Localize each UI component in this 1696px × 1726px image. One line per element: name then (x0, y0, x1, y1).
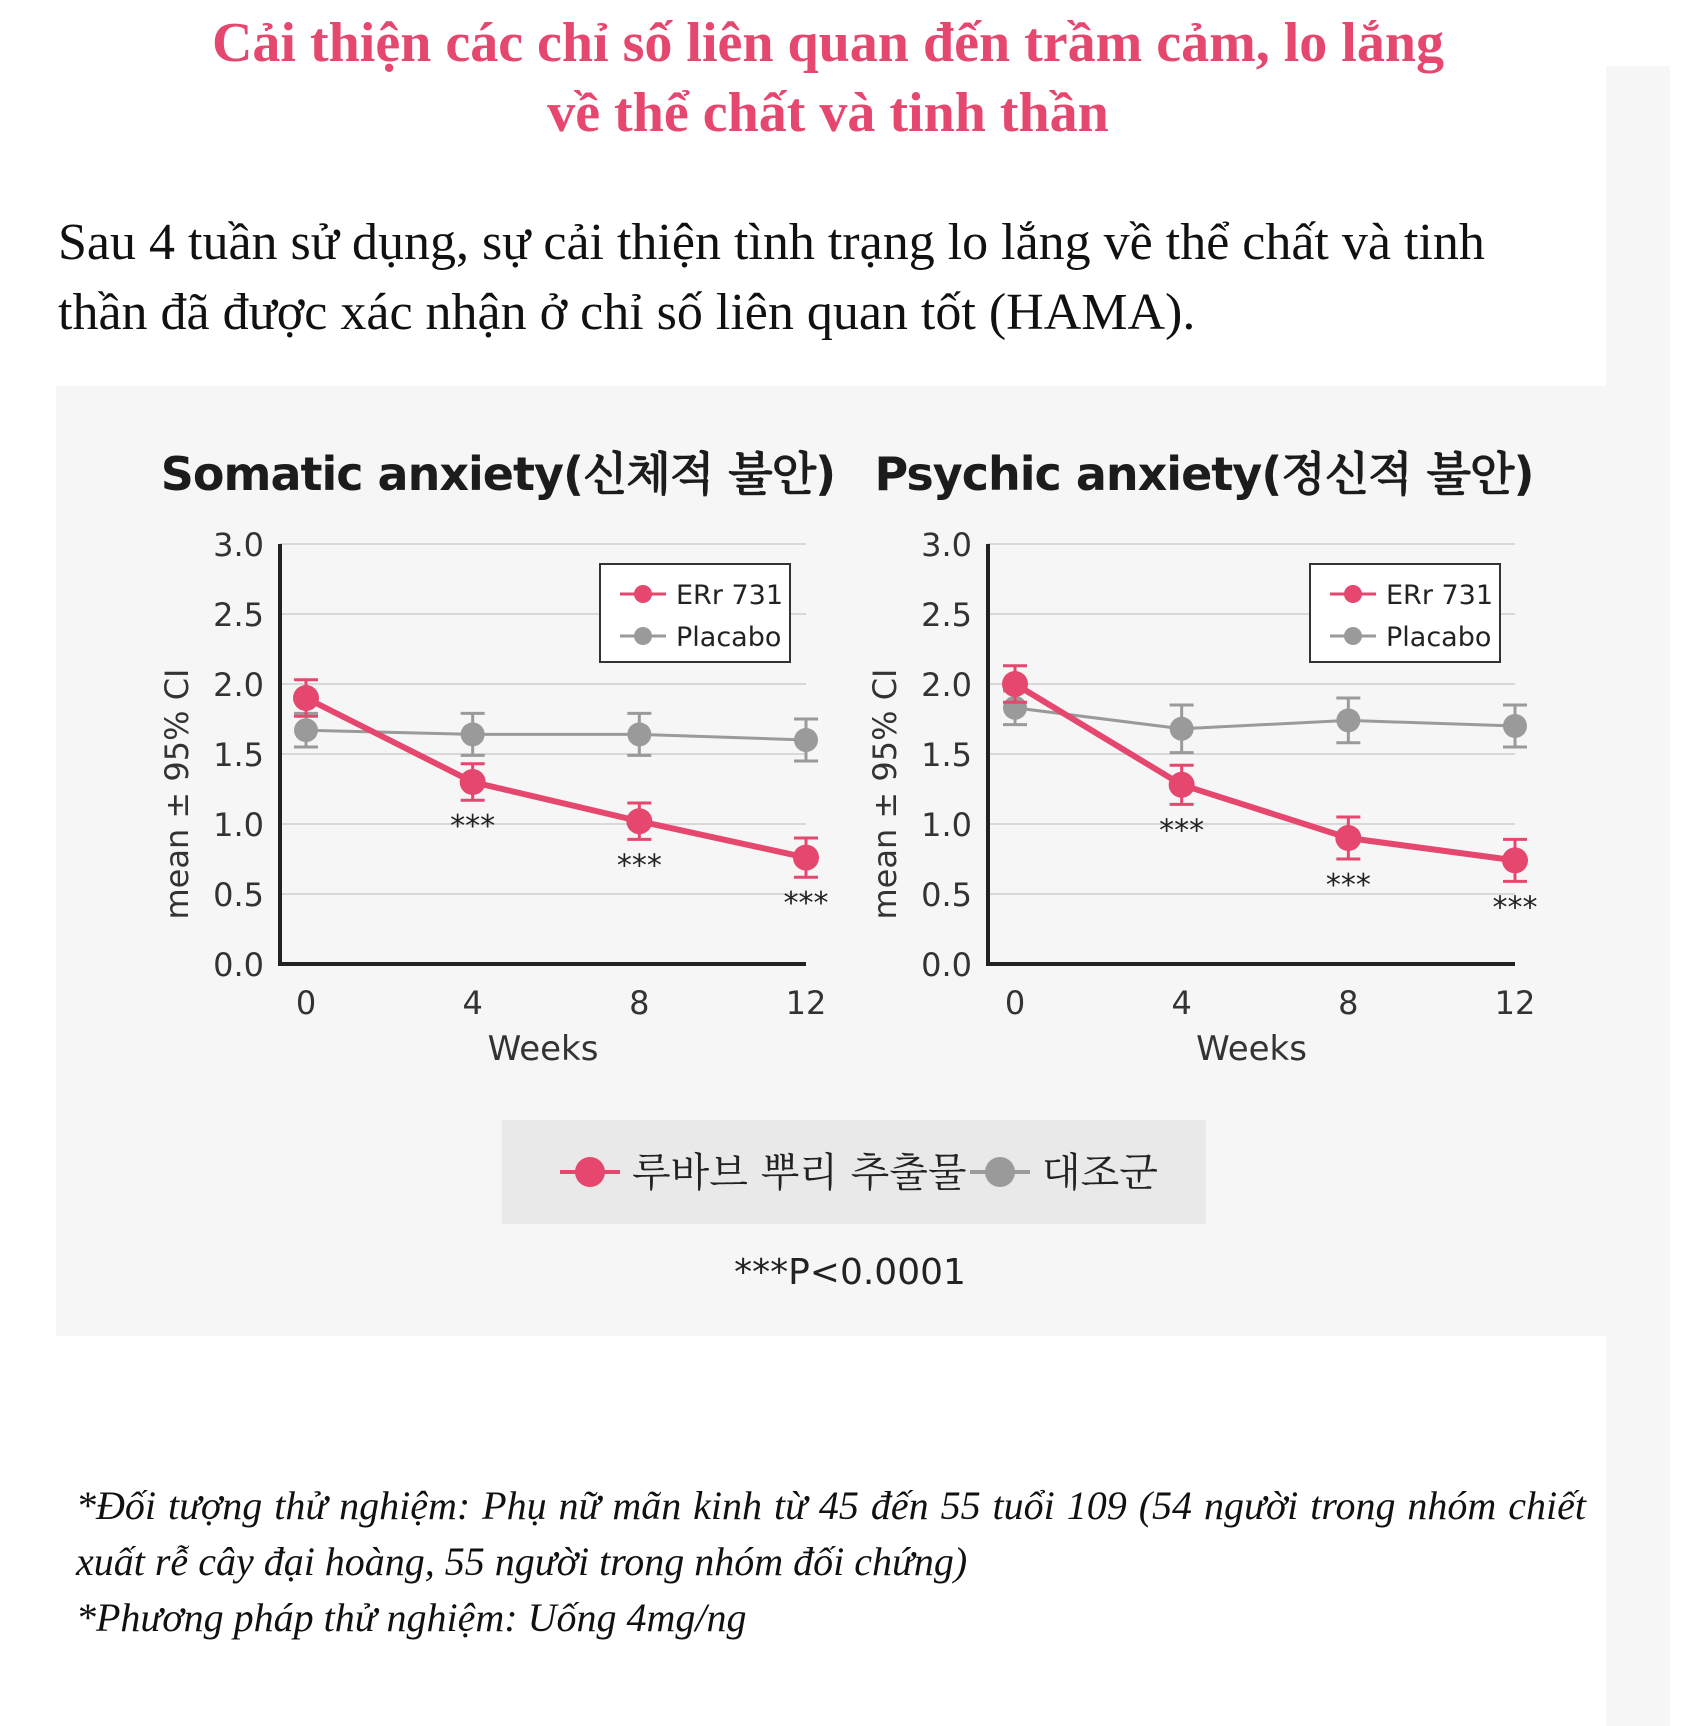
chart-2 (866, 447, 1538, 1069)
data-point-placebo (461, 722, 485, 746)
y-tick-label: 2.5 (213, 596, 264, 634)
y-axis-label: mean ± 95% CI (866, 668, 904, 920)
data-point-err (460, 769, 486, 795)
data-point-placebo (1503, 714, 1527, 738)
y-tick-label: 1.0 (213, 806, 264, 844)
data-point-err (793, 845, 819, 871)
shared-legend-label-placebo: 대조군 (1042, 1150, 1158, 1196)
legend-label: Placabo (676, 622, 782, 653)
data-point-placebo (1170, 717, 1194, 741)
legend-marker (634, 585, 652, 603)
y-tick-label: 2.0 (213, 666, 264, 704)
y-tick-label: 0.0 (921, 946, 972, 984)
legend-marker (1344, 627, 1362, 645)
legend-marker (634, 627, 652, 645)
x-tick-label: 4 (1171, 984, 1192, 1022)
y-tick-label: 2.0 (921, 666, 972, 704)
legend-marker (1344, 585, 1362, 603)
data-point-err (626, 808, 652, 834)
footnote-method: *Phương pháp thử nghiệm: Uống 4mg/ng (76, 1595, 747, 1640)
pvalue-note: ***P<0.0001 (734, 1252, 966, 1293)
data-point-err (1502, 847, 1528, 873)
chart-title: Somatic anxiety(신체적 불안) (160, 447, 836, 501)
chart-1 (158, 447, 835, 1069)
significance-label: *** (1492, 890, 1538, 926)
series-line-err (1015, 684, 1515, 860)
x-tick-label: 8 (629, 984, 650, 1022)
data-point-err (293, 685, 319, 711)
x-tick-label: 12 (1494, 984, 1536, 1022)
x-axis-label: Weeks (1196, 1029, 1307, 1069)
data-point-err (1002, 671, 1028, 697)
series-line-err (306, 698, 806, 858)
x-tick-label: 0 (1004, 984, 1026, 1022)
intro-line2: thần đã được xác nhận ở chỉ số liên quan tốt (HAMA). (58, 284, 1196, 341)
y-tick-label: 0.0 (213, 946, 264, 984)
page-title-line2: về thể chất và tinh thần (547, 82, 1109, 144)
shared-legend-marker-err (575, 1157, 605, 1187)
data-point-placebo (627, 722, 651, 746)
page-title-line1: Cải thiện các chỉ số liên quan đến trầm cảm, lo lắng (211, 12, 1445, 74)
y-tick-label: 0.5 (213, 876, 264, 914)
y-tick-label: 1.5 (921, 736, 972, 774)
chart-title: Psychic anxiety(정신적 불안) (874, 447, 1534, 501)
data-point-err (1169, 772, 1195, 798)
legend-label: Placabo (1386, 622, 1492, 653)
x-tick-label: 4 (462, 984, 483, 1022)
intro-line1: Sau 4 tuần sử dụng, sự cải thiện tình trạng lo lắng về thể chất và tinh (58, 214, 1485, 271)
legend-label: ERr 731 (1386, 580, 1494, 611)
legend-label: ERr 731 (676, 580, 784, 611)
data-point-placebo (794, 728, 818, 752)
significance-label: *** (1325, 868, 1371, 903)
y-tick-label: 3.0 (921, 526, 972, 564)
shared-legend (560, 1150, 1158, 1196)
y-tick-label: 3.0 (213, 526, 264, 564)
data-point-placebo (1336, 708, 1360, 732)
x-axis-label: Weeks (487, 1029, 599, 1069)
x-tick-label: 12 (785, 984, 827, 1022)
x-tick-label: 0 (295, 984, 317, 1022)
shared-legend-marker-placebo (985, 1157, 1015, 1187)
x-tick-label: 8 (1338, 984, 1359, 1022)
significance-label: *** (450, 809, 496, 845)
significance-label: *** (783, 886, 829, 922)
significance-label: *** (1159, 813, 1205, 849)
data-point-placebo (294, 718, 318, 742)
data-point-err (1335, 825, 1361, 851)
y-tick-label: 2.5 (921, 596, 972, 634)
shared-legend-label-err: 루바브 뿌리 추출물 (632, 1150, 967, 1196)
series-line-placebo (1015, 708, 1515, 729)
y-tick-label: 1.0 (921, 806, 972, 844)
y-tick-label: 1.5 (213, 736, 264, 774)
footnotes (76, 1478, 1586, 1646)
footnote-subjects: *Đối tượng thử nghiệm: Phụ nữ mãn kinh từ 45 đến 55 tuổi 109 (54 người trong nhóm chiết xuất rễ cây đại hoàng, 55 người trong nhóm đối chứng) (76, 1483, 1586, 1584)
y-tick-label: 0.5 (921, 876, 972, 914)
significance-label: *** (616, 848, 662, 884)
y-axis-label: mean ± 95% CI (158, 668, 196, 920)
